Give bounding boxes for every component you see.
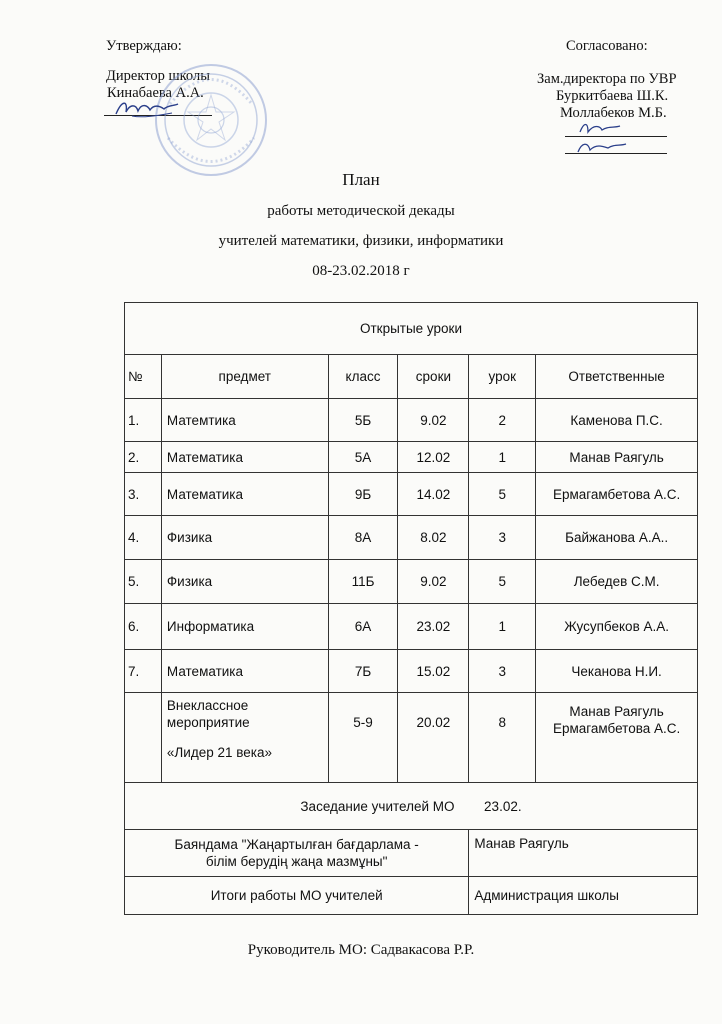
extra-subject-line-1: Внеклассное xyxy=(166,698,249,713)
meeting-item-topic-line-1: Баяндама "Жаңартылған бағдарлама - xyxy=(174,837,419,852)
row-responsible: Ермагамбетова А.С. xyxy=(536,473,698,516)
row-responsible: Чеканова Н.И. xyxy=(536,650,698,693)
header-date: сроки xyxy=(398,355,469,399)
row-date: 9.02 xyxy=(398,399,469,442)
row-num: 5. xyxy=(125,560,162,604)
agree-name-1: Буркитбаева Ш.К. xyxy=(556,88,669,104)
table-header-row xyxy=(125,355,698,399)
row-class: 8А xyxy=(328,516,398,560)
extra-responsible xyxy=(536,693,698,783)
extra-date: 20.02 xyxy=(398,693,469,783)
meeting-item-row xyxy=(125,877,698,915)
row-lesson: 3 xyxy=(469,516,536,560)
approve-label: Утверждаю: xyxy=(106,38,182,54)
extra-responsible-line-1: Манав Раягуль xyxy=(569,704,664,719)
row-responsible: Лебедев С.М. xyxy=(536,560,698,604)
row-class: 7Б xyxy=(328,650,398,693)
meeting-item-topic-line-2: білім берудің жаңа мазмұны" xyxy=(205,854,388,869)
table-row xyxy=(125,442,698,473)
table-row-extracurricular xyxy=(125,693,698,783)
row-date: 14.02 xyxy=(398,473,469,516)
meeting-cell xyxy=(125,783,698,830)
plan-table xyxy=(124,302,698,915)
row-lesson: 3 xyxy=(469,650,536,693)
header-subject: предмет xyxy=(161,355,328,399)
meeting-title: Заседание учителей МО xyxy=(300,798,455,814)
extra-subject xyxy=(161,693,328,783)
row-subject: Физика xyxy=(161,560,328,604)
row-responsible: Каменова П.С. xyxy=(536,399,698,442)
row-num: 1. xyxy=(125,399,162,442)
agree-signatures xyxy=(574,118,634,158)
head-of-mo: Руководитель МО: Садвакасова Р.Р. xyxy=(247,942,475,958)
row-date: 8.02 xyxy=(398,516,469,560)
row-class: 9Б xyxy=(328,473,398,516)
row-class: 5Б xyxy=(328,399,398,442)
table-row xyxy=(125,604,698,650)
plan-dates: 08-23.02.2018 г xyxy=(312,263,410,279)
approve-position: Директор школы xyxy=(106,68,210,84)
header-class: класс xyxy=(328,355,398,399)
row-subject: Математика xyxy=(161,442,328,473)
row-class: 11Б xyxy=(328,560,398,604)
row-lesson: 1 xyxy=(469,442,536,473)
plan-subtitle-2: учителей математики, физики, информатики xyxy=(218,233,504,249)
header-lesson: урок xyxy=(469,355,536,399)
row-num: 4. xyxy=(125,516,162,560)
meeting-item-topic xyxy=(125,830,469,877)
extra-subject-line-3: «Лидер 21 века» xyxy=(166,745,272,760)
row-num: 6. xyxy=(125,604,162,650)
table-row xyxy=(125,473,698,516)
director-signature xyxy=(112,96,182,122)
meeting-item-row xyxy=(125,830,698,877)
row-date: 23.02 xyxy=(398,604,469,650)
row-lesson: 2 xyxy=(469,399,536,442)
extra-responsible-line-2: Ермагамбетова А.С. xyxy=(552,721,681,736)
row-num: 3. xyxy=(125,473,162,516)
meeting-item-responsible: Администрация школы xyxy=(469,877,698,915)
row-subject: Математика xyxy=(161,473,328,516)
row-class: 5А xyxy=(328,442,398,473)
row-responsible: Байжанова А.А.. xyxy=(536,516,698,560)
table-row xyxy=(125,399,698,442)
plan-title: План xyxy=(342,170,380,189)
header-num: № xyxy=(125,355,162,399)
extra-lesson: 8 xyxy=(469,693,536,783)
agree-label: Согласовано: xyxy=(566,38,648,54)
extra-subject-line-2: мероприятие xyxy=(166,715,250,730)
row-responsible: Жусупбеков А.А. xyxy=(536,604,698,650)
plan-subtitle-1: работы методической декады xyxy=(267,203,455,219)
agree-position: Зам.директора по УВР xyxy=(537,71,677,87)
agree-name-2: Моллабеков М.Б. xyxy=(560,105,667,121)
meeting-date: 23.02. xyxy=(484,798,522,814)
table-row xyxy=(125,650,698,693)
table-row xyxy=(125,516,698,560)
section-title-open-lessons: Открытые уроки xyxy=(125,303,698,355)
row-responsible: Манав Раягуль xyxy=(536,442,698,473)
row-class: 6А xyxy=(328,604,398,650)
row-num: 7. xyxy=(125,650,162,693)
row-date: 15.02 xyxy=(398,650,469,693)
row-lesson: 1 xyxy=(469,604,536,650)
row-subject: Матемтика xyxy=(161,399,328,442)
row-date: 9.02 xyxy=(398,560,469,604)
row-num-empty xyxy=(125,693,162,783)
row-lesson: 5 xyxy=(469,560,536,604)
extra-class: 5-9 xyxy=(328,693,398,783)
table-row xyxy=(125,560,698,604)
row-subject: Математика xyxy=(161,650,328,693)
row-subject: Информатика xyxy=(161,604,328,650)
row-num: 2. xyxy=(125,442,162,473)
row-lesson: 5 xyxy=(469,473,536,516)
meeting-item-responsible: Манав Раягуль xyxy=(469,830,698,877)
approve-name: Кинабаева А.А. xyxy=(107,85,204,101)
meeting-item-topic: Итоги работы МО учителей xyxy=(125,877,469,915)
meeting-row xyxy=(125,783,698,830)
row-date: 12.02 xyxy=(398,442,469,473)
header-responsible: Ответственные xyxy=(536,355,698,399)
row-subject: Физика xyxy=(161,516,328,560)
